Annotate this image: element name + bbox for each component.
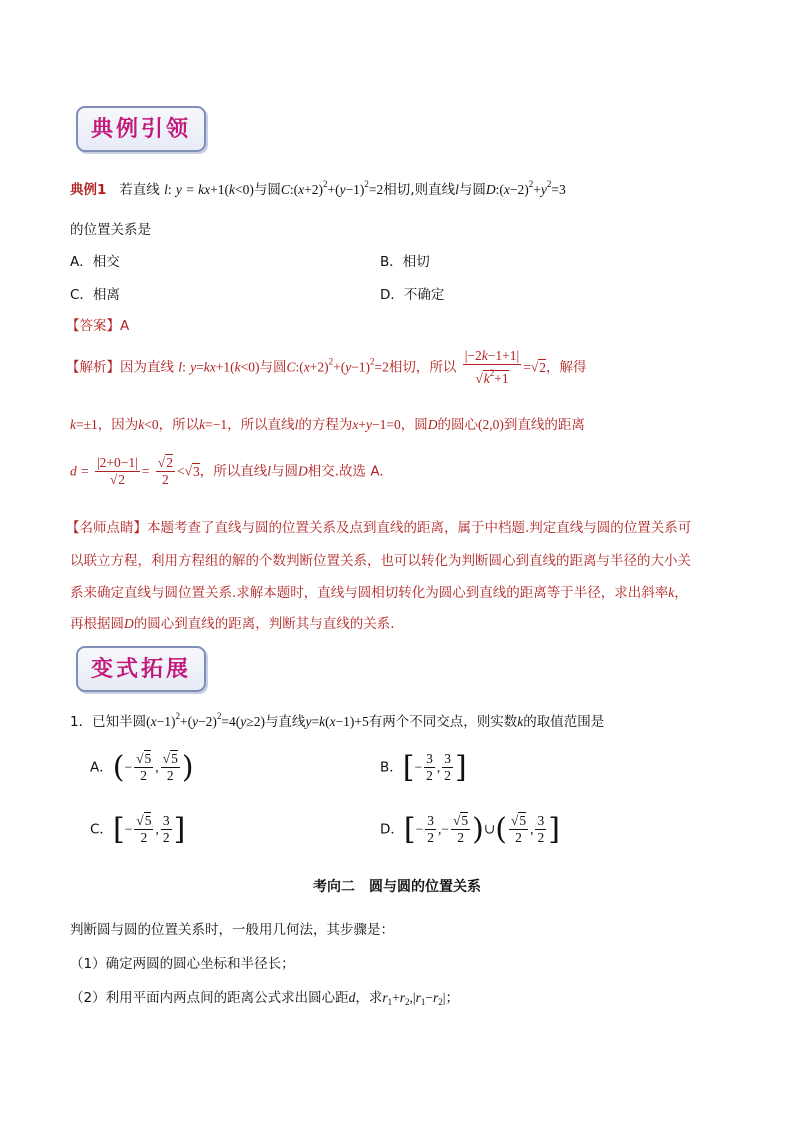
exercise-option-d: D．[− $\frac{3}{2}$ ,− $\frac{√5}{2}$ )∪( $\frac{√5}{2}$ , $\frac{3}{2}$ ] [380, 812, 560, 847]
exercise-option-a: A．(− $\frac{√5}{2}$ , $\frac{√5}{2}$ ) [90, 750, 194, 785]
option-a: A．相交 [70, 254, 120, 270]
exercise-option-c: C．[− $\frac{√5}{2}$ , $\frac{3}{2}$ ] [90, 812, 186, 847]
exercise-question: 1．已知半圆$(x-1)^2+(y-2)^2=4(y\ge 2)$与直线y=k(x−1)+5有两个不同交点，则实数k的取值范围是 [70, 711, 605, 730]
example-question-line2: 的位置关系是 [70, 222, 151, 238]
analysis-line1: 【解析】因为直线 l: y=kx+1(k<0)与圆$C:(x+2)^2+(y-1)^2=2$相切，所以 $\frac{|-2k-1+1|}{√k^2+1}$ =√2，解得 [66, 348, 587, 386]
method-step1: （1）确定两圆的圆心坐标和半径长； [70, 956, 295, 972]
example-label: 典例1 [70, 182, 107, 198]
analysis-line2: k=±1，因为k<0，所以k=−1，所以直线l的方程为x+y−1=0，圆D的圆心(2,0)到直线的距离 [70, 417, 585, 433]
answer: 【答案】A [66, 318, 130, 334]
option-b: B．相切 [380, 254, 430, 270]
example-question-line1: 典例1 若直线 l: y = kx+1(k<0)与圆$C:(x+2)^2+(y-1)^2=2$相切,则直线l与圆$D:(x-2)^2+y^2=3$ [70, 179, 566, 198]
comment-line2: 以联立方程，利用方程组的解的个数判断位置关系，也可以转化为判断圆心到直线的距离与半径的大小关 [70, 553, 691, 569]
option-c: C．相离 [70, 287, 120, 303]
example-banner: 典例引领 [76, 106, 206, 152]
section-heading: 考向二 圆与圆的位置关系 [313, 879, 481, 895]
method-intro: 判断圆与圆的位置关系时，一般用几何法，其步骤是： [70, 922, 394, 938]
analysis-line3: d = $\frac{|2+0-1|}{√2}$ = $\frac{√2}{2}$ <√3，所以直线l与圆D相交.故选 A. [70, 455, 384, 487]
variation-banner: 变式拓展 [76, 646, 206, 692]
comment-line1: 【名师点睛】本题考查了直线与圆的位置关系及点到直线的距离，属于中档题.判定直线与圆的位置关系可 [66, 520, 692, 536]
method-step2: （2）利用平面内两点间的距离公式求出圆心距d，求$r_1+r_2,|r_1-r_2|$； [70, 990, 459, 1007]
comment-line4: 再根据圆D的圆心到直线的距离，判断其与直线的关系. [70, 616, 395, 632]
option-d: D．不确定 [380, 287, 445, 303]
exercise-option-b: B．[− $\frac{3}{2}$ , $\frac{3}{2}$ ] [380, 750, 467, 785]
comment-line3: 系来确定直线与圆位置关系.求解本题时，直线与圆相切转化为圆心到直线的距离等于半径，求出斜率k， [70, 585, 688, 601]
